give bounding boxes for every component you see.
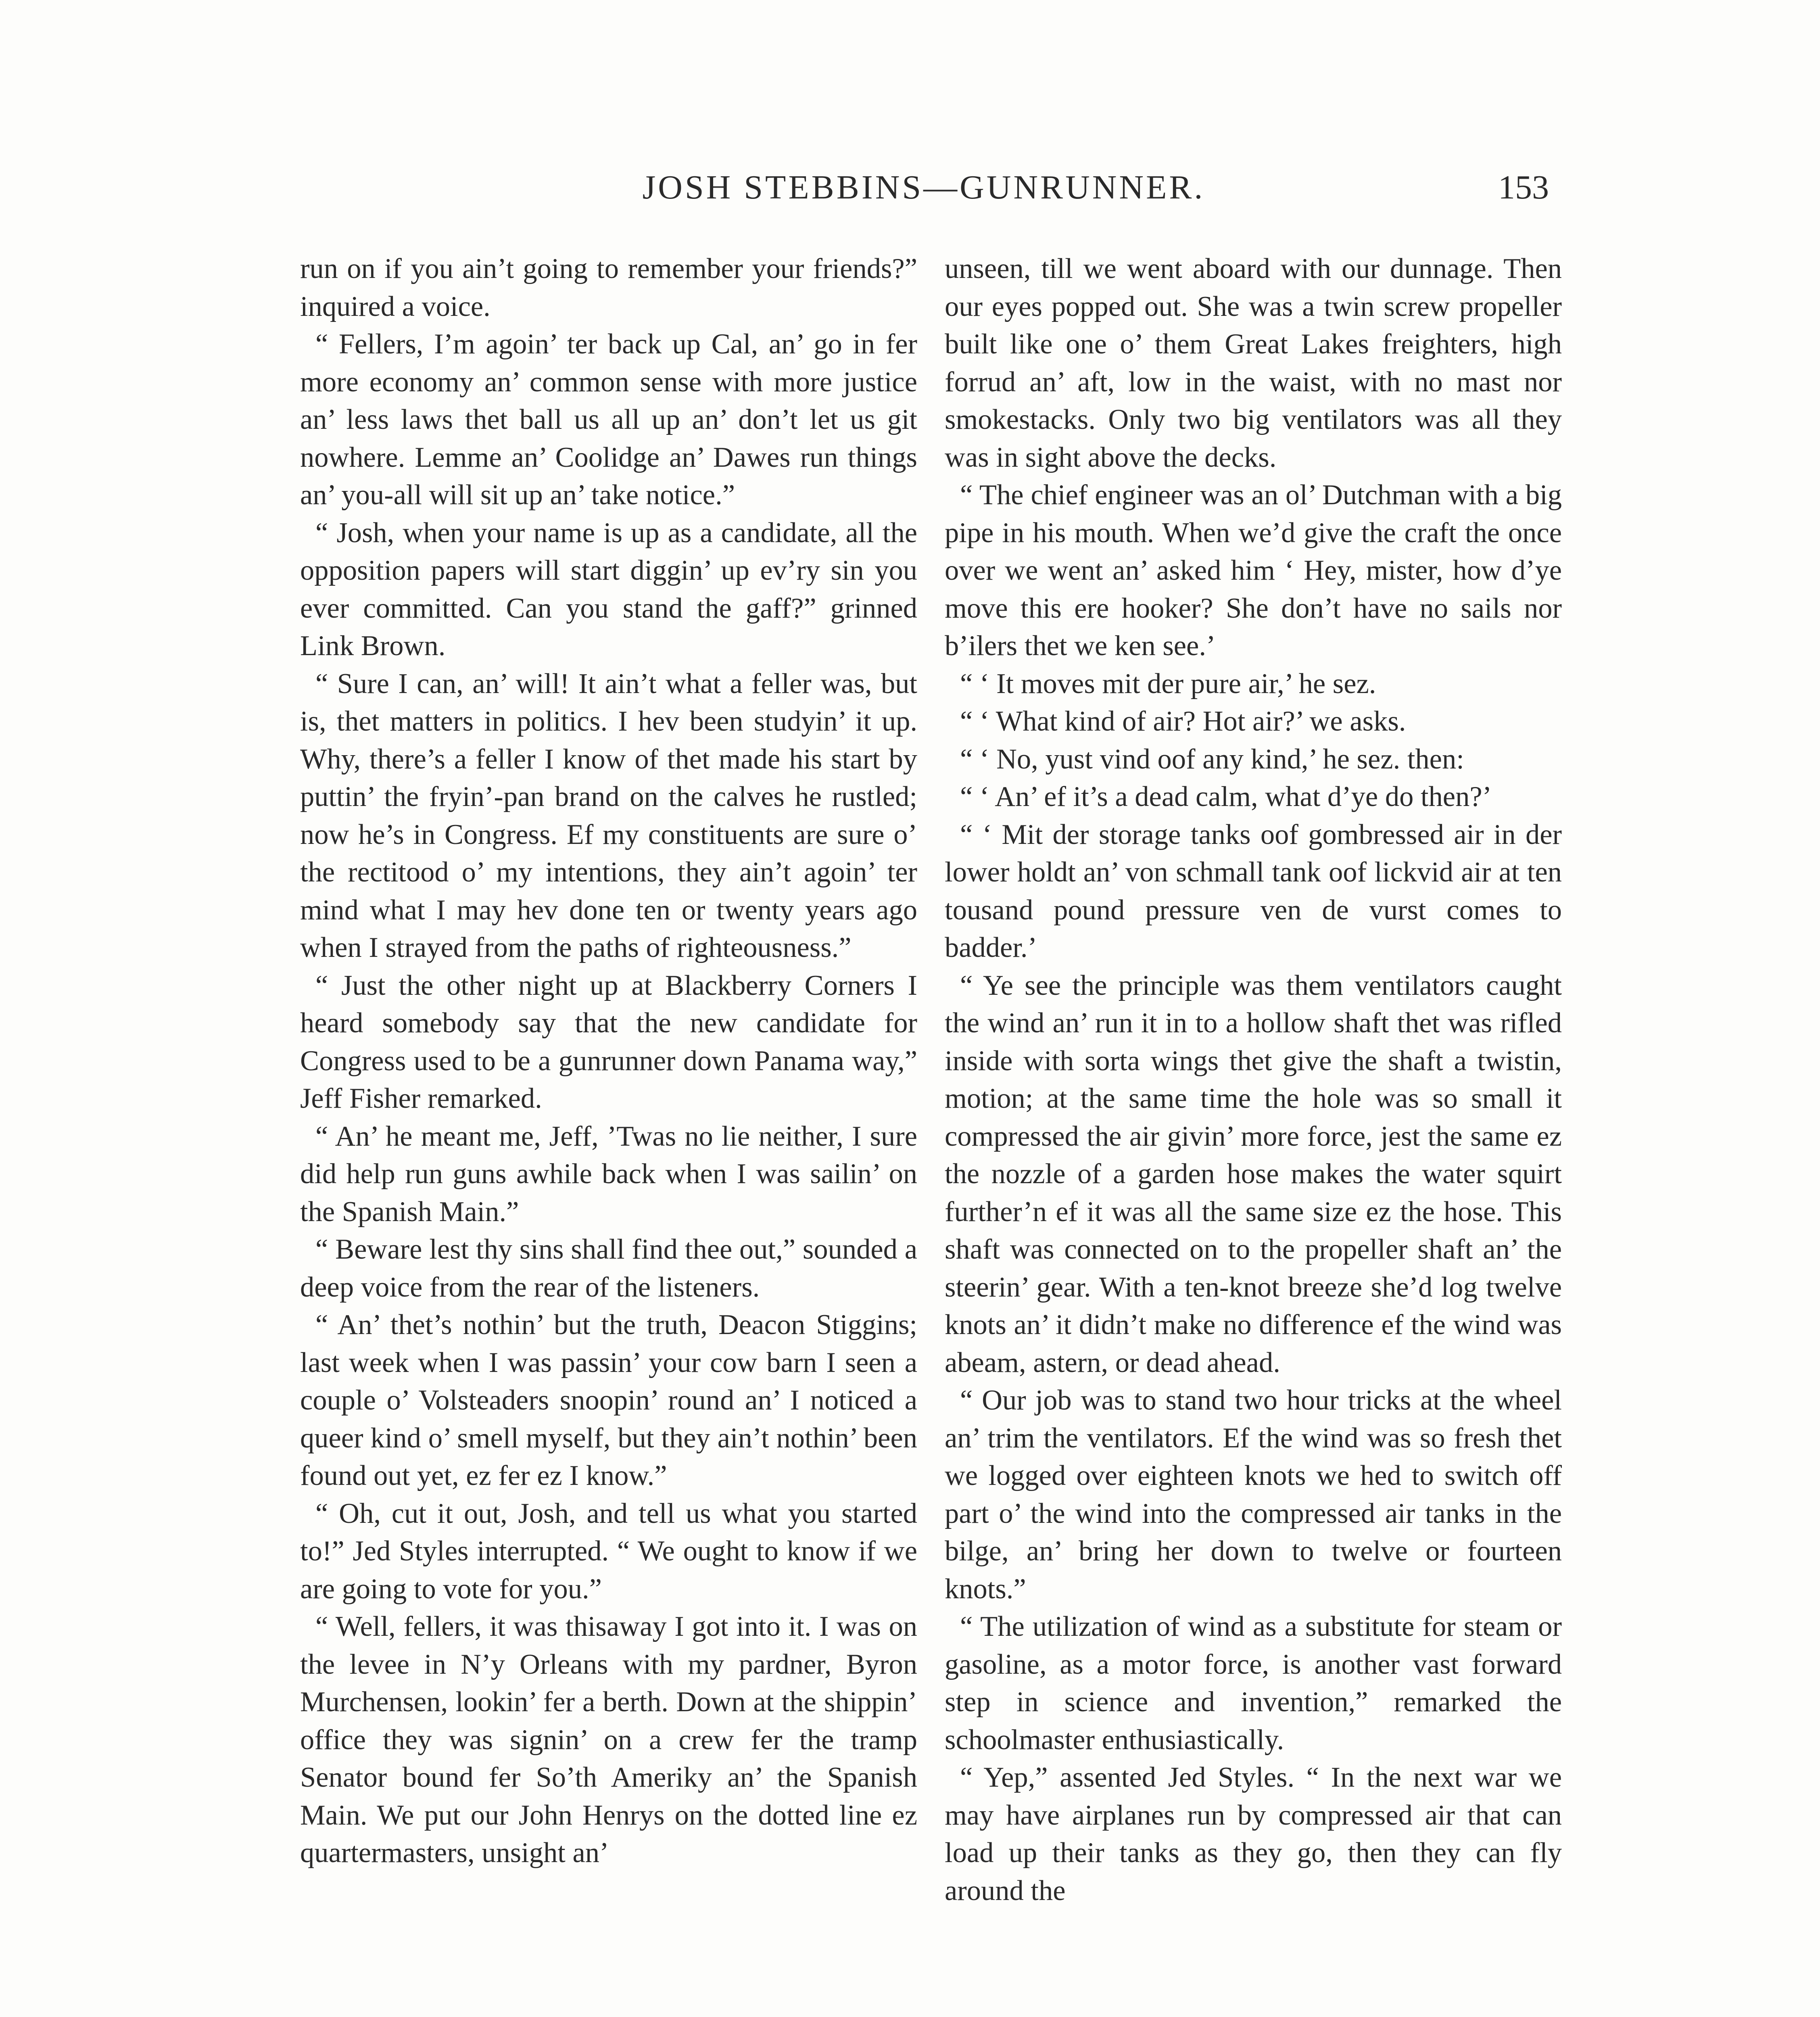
paragraph: “ Just the other night up at Blackberry Corners I heard somebody say that the new candidate for Congress used to be a gunrunner down Panama way,” Jeff Fisher remarked. (300, 969, 917, 1114)
paragraph: “ ‘ It moves mit der pure air,’ he sez. (960, 668, 1376, 699)
paragraph: “ ‘ An’ ef it’s a dead calm, what d’ye do then?’ (960, 781, 1492, 812)
paragraph: “ Fellers, I’m agoin’ ter back up Cal, an’ go in fer more economy an’ common sense with more justice an’ less laws thet ball us all up an’ don’t let us git nowhere. Lemme an’ Coolidge an’ Dawes run things an’ you-all will sit up an’ take notice.” (300, 328, 917, 511)
paragraph: “ The chief engineer was an ol’ Dutchman with a big pipe in his mouth. When we’d give the craft the once over we went an’ asked him ‘ Hey, mister, how d’ye move this ere hooker? She don’t have no sails nor b’ilers thet we ken see.’ (945, 479, 1562, 662)
paragraph: “ Ye see the principle was them ventilators caught the wind an’ run it in to a hollow shaft thet was rifled inside with sorta wings thet give the shaft a twistin, motion; at the same time the hole was so small it compressed the air givin’ more force, jest the same ez the nozzle of a garden hose makes the water squirt further’n ef it was all the same size ez the hose. This shaft was connected on to the propeller shaft an’ the steerin’ gear. With a ten-knot breeze she’d log twelve knots an’ it didn’t make no difference ef the wind was abeam, astern, or dead ahead. (945, 969, 1562, 1378)
paragraph: “ ‘ Mit der storage tanks oof gombressed air in der lower holdt an’ von schmall tank oof lickvid air at ten tousand pound pressure ven de vurst comes to badder.’ (945, 818, 1562, 963)
paragraph: “ Josh, when your name is up as a candidate, all the opposition papers will start diggin’ up ev’ry sin you ever committed. Can you stand the gaff?” grinned Link Brown. (300, 517, 917, 662)
paragraph: “ Oh, cut it out, Josh, and tell us what you started to!” Jed Styles interrupted. “ We ought to know if we are going to vote for you.” (300, 1497, 917, 1605)
paragraph: “ Beware lest thy sins shall find thee out,” sounded a deep voice from the rear of the listeners. (300, 1234, 917, 1303)
paragraph: “ An’ he meant me, Jeff, ’Twas no lie neither, I sure did help run guns awhile back when I was sailin’ on the Spanish Main.” (300, 1120, 917, 1228)
paragraph: “ Well, fellers, it was thisaway I got into it. I was on the levee in N’y Orleans with my pardner, Byron Murchensen, lookin’ fer a berth. Down at the shippin’ office they was signin’ on a crew fer the tramp Senator bound fer So’th Ameriky an’ the Spanish Main. We put our John Henrys on the dotted line ez quartermasters, unsight an’ (300, 1611, 917, 1869)
right-column (945, 250, 1562, 1910)
paragraph: “ Yep,” assented Jed Styles. “ In the next war we may have airplanes run by compressed air that can load up their tanks as they go, then they can fly around the (945, 1762, 1562, 1906)
paragraph: unseen, till we went aboard with our dunnage. Then our eyes popped out. She was a twin screw propeller built like one o’ them Great Lakes freighters, high forrud an’ aft, low in the waist, with no mast nor smokestacks. Only two big ventilators was all they was in sight above the decks. (945, 253, 1562, 473)
page-header (298, 159, 1549, 216)
paragraph: “ An’ thet’s nothin’ but the truth, Deacon Stiggins; last week when I was passin’ your cow barn I seen a couple o’ Volsteaders snoopin’ round an’ I noticed a queer kind o’ smell myself, but they ain’t nothin’ been found out yet, ez fer ez I know.” (300, 1309, 917, 1491)
page-number: 153 (1498, 169, 1549, 206)
paragraph: “ Our job was to stand two hour tricks at the wheel an’ trim the ventilators. Ef the wind was so fresh thet we logged over eighteen knots we hed to switch off part o’ the wind into the compressed air tanks in the bilge, an’ bring her down to twelve or fourteen knots.” (945, 1384, 1562, 1605)
paragraph: “ Sure I can, an’ will! It ain’t what a feller was, but is, thet matters in politics. I hev been studyin’ it up. Why, there’s a feller I know of thet made his start by puttin’ the fryin’-pan brand on the calves he rustled; now he’s in Congress. Ef my constituents are sure o’ the rectitood o’ my intentions, they ain’t agoin’ ter mind what I may hev done ten or twenty years ago when I strayed from the paths of righteousness.” (300, 668, 917, 963)
paragraph: “ ‘ No, yust vind oof any kind,’ he sez. then: (960, 743, 1464, 775)
running-title: JOSH STEBBINS—GUNRUNNER. (642, 169, 1205, 206)
paragraph: “ The utilization of wind as a substitute for steam or gasoline, as a motor force, is another vast forward step in science and invention,” remarked the schoolmaster enthusiastically. (945, 1611, 1562, 1756)
paragraph: “ ‘ What kind of air? Hot air?’ we asks. (960, 706, 1406, 737)
left-column (300, 250, 917, 1872)
paragraph: run on if you ain’t going to remember your friends?” inquired a voice. (300, 253, 917, 322)
